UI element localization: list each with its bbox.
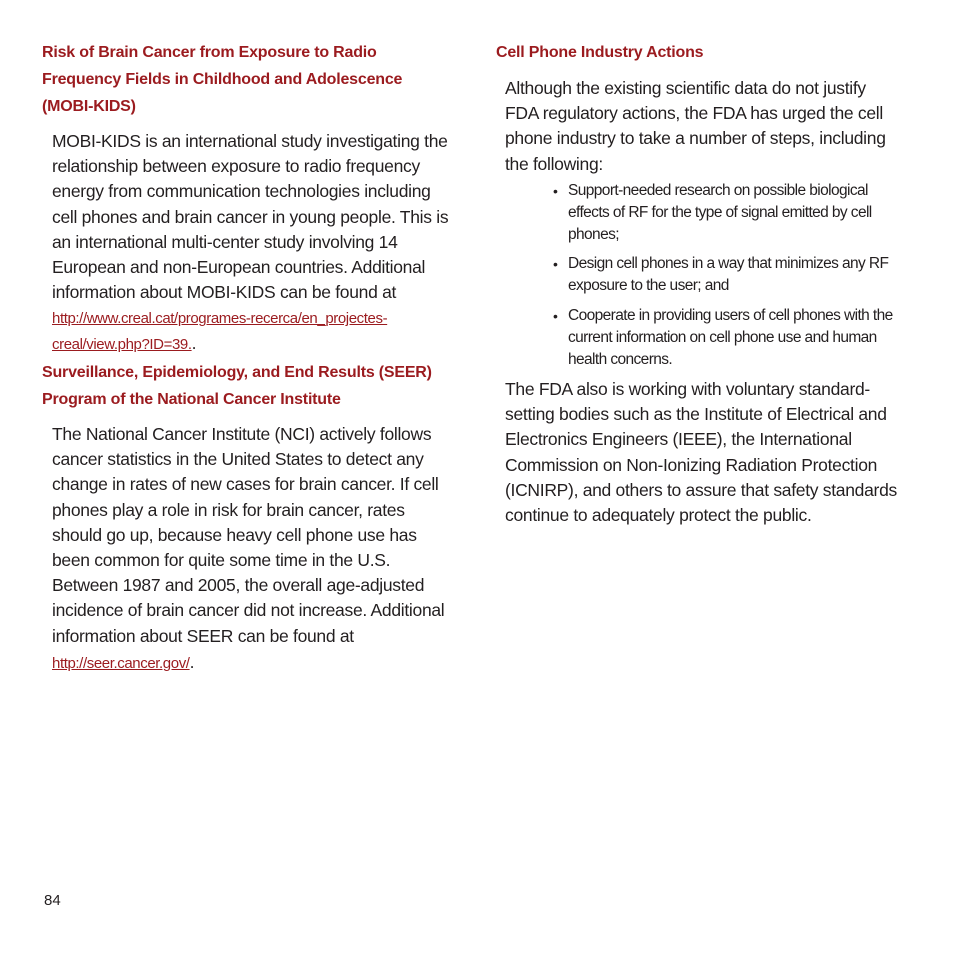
industry-actions-list (553, 180, 893, 371)
industry-actions-heading: Cell Phone Industry Actions (496, 44, 704, 61)
fda-standards-paragraph: The FDA also is working with voluntary standard-setting bodies such as the Institute of Electrical and Electronics Engineers (IEEE), the International Commission on Non-Ionizing Radiation Protection (ICNIRP), and others to assure that safety standards continue to adequately protect the public. (505, 379, 897, 526)
mobi-kids-body: MOBI-KIDS is an international study investigating the relationship between exposure to radio frequency energy from communication technologies including cell phones and brain cancer in young people. This is an international multi-center study involving 14 European and non-European countries. Additional information about MOBI-KIDS can be found at (52, 131, 449, 303)
seer-link-suffix: . (189, 651, 195, 672)
list-item: • Support-needed research on possible biological effects of RF for the type of signal emitted by cell phones; (553, 180, 893, 246)
seer-section (52, 422, 452, 676)
mobi-kids-heading: Risk of Brain Cancer from Exposure to Radio Frequency Fields in Childhood and Adolescence (MOBI-KIDS) (42, 44, 403, 115)
seer-link-line (52, 650, 452, 676)
mobi-kids-link-suffix: . (191, 333, 197, 354)
seer-heading: Surveillance, Epidemiology, and End Results (SEER) Program of the National Cancer Institute (42, 364, 432, 408)
list-item: • Cooperate in providing users of cell phones with the current information on cell phone use and human health concerns. (553, 305, 893, 371)
industry-actions-intro: Although the existing scientific data do not justify FDA regulatory actions, the FDA has urged the cell phone industry to take a number of steps, including the following: (505, 78, 886, 174)
list-item: • Design cell phones in a way that minimizes any RF exposure to the user; and (553, 253, 893, 297)
mobi-kids-section (52, 129, 452, 357)
seer-link[interactable]: http://seer.cancer.gov/ (52, 654, 190, 672)
mobi-kids-link-line (52, 306, 452, 357)
mobi-kids-link[interactable]: http://www.creal.cat/programes-recerca/en_projectes-creal/view.php?ID=39. (52, 310, 388, 354)
seer-body: The National Cancer Institute (NCI) actively follows cancer statistics in the United States to detect any change in rates of new cases for brain cancer. If cell phones play a role in risk for brain cancer, rates should go up, because heavy cell phone use has been common for quite some time in the U.S. Between 1987 and 2005, the overall age-adjusted incidence of brain cancer did not increase. Additional information about SEER can be found at (52, 424, 445, 646)
page-number: 84 (44, 892, 61, 909)
